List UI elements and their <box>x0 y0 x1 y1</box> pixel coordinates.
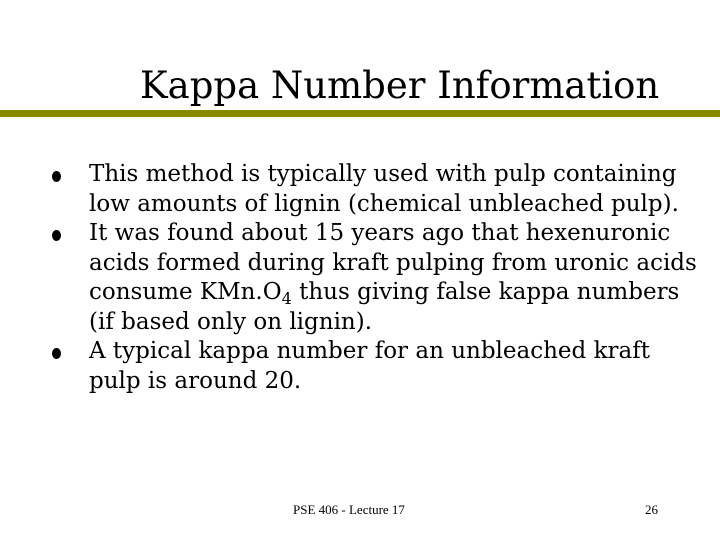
title-divider <box>0 110 720 117</box>
bullet-dot-icon <box>52 348 61 359</box>
bullet-item <box>52 337 702 396</box>
bullet-text: A typical kappa number for an unbleached kraft pulp is around 20. <box>89 338 650 394</box>
bullet-text: This method is typically used with pulp containing low amounts of lignin (chemical unbleached pulp). <box>89 161 679 217</box>
bullet-dot-icon <box>52 171 61 182</box>
bullet-item <box>52 219 702 337</box>
page-number: 26 <box>645 502 658 517</box>
footer-text: PSE 406 - Lecture 17 <box>293 502 405 517</box>
bullet-item <box>52 160 702 219</box>
subscript: 4 <box>281 289 292 308</box>
bullet-dot-icon <box>52 230 61 241</box>
bullet-text-continued: thus giving false kappa numbers (if based only on lignin). <box>89 279 680 335</box>
bullet-list <box>52 160 702 396</box>
bullet-text: It was found about 15 years ago that hexenuronic acids formed during kraft pulping from uronic acids consume KMn.O <box>89 220 697 305</box>
slide-title: Kappa Number Information <box>140 64 660 107</box>
